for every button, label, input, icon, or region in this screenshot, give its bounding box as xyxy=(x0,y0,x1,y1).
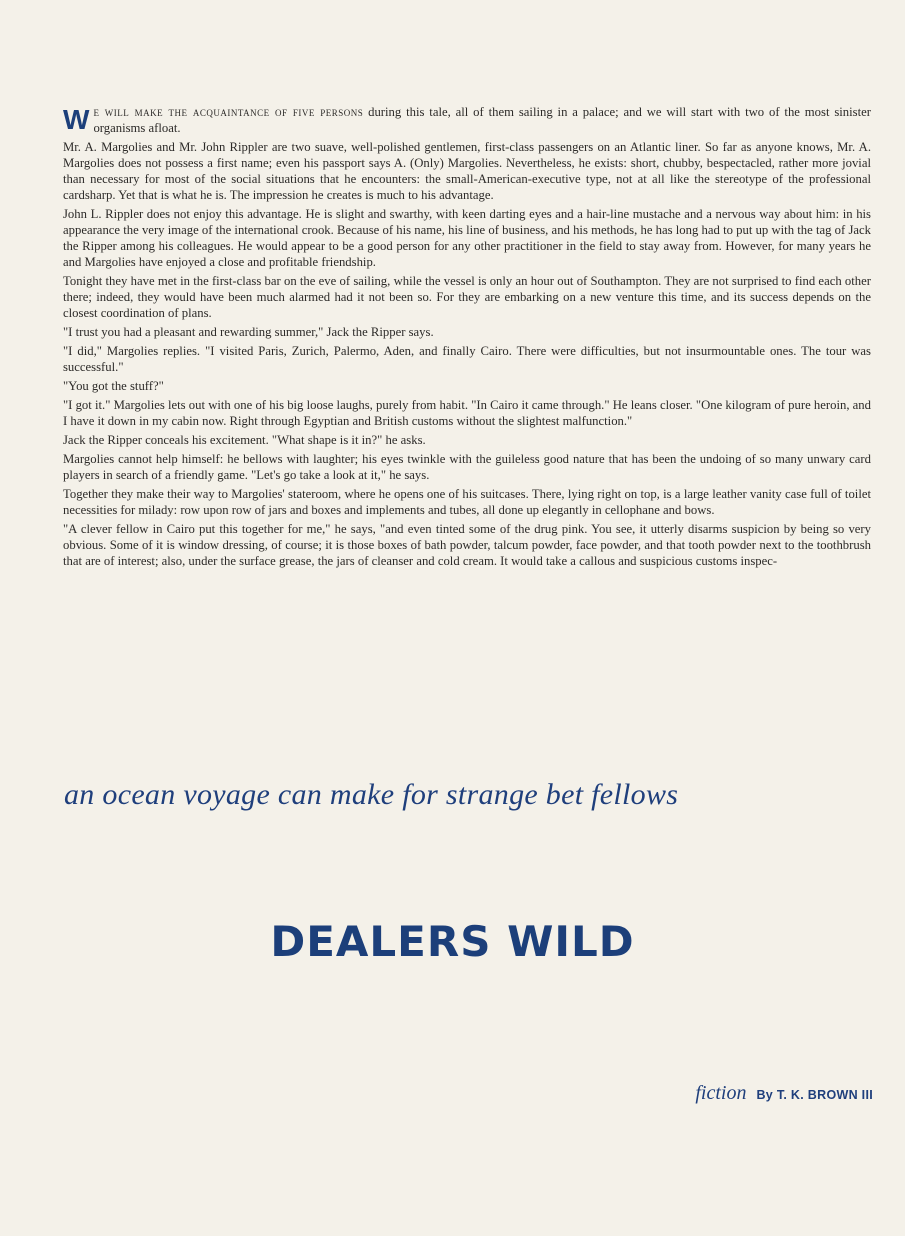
paragraph: "I did," Margolies replies. "I visited Paris, Zurich, Palermo, Aden, and finally Cairo. There were difficulties, but not insurmountable ones. The tour was successful." xyxy=(63,344,871,374)
paragraph: Mr. A. Margolies and Mr. John Rippler are two suave, well-polished gentlemen, first-class passengers on an Atlantic liner. So far as anyone knows, Mr. A. Margolies does not possess a first name; even his passport says A. (Only) Margolies. Nevertheless, he exists: short, chubby, bespectacled, rather more jovial than necessary for most of the social situations that he encounters: the small-American-executive type, not at all like the stereotype of the professional cardsharp. Yet that is what he is. The impression he creates is much to his advantage. xyxy=(63,140,871,202)
byline xyxy=(695,1082,873,1105)
paragraph: "A clever fellow in Cairo put this together for me," he says, "and even tinted some of the drug pink. You see, it utterly disarms suspicion by being so very obvious. Some of it is window dressing, of course; it is those boxes of bath powder, talcum powder, face powder, and that tooth powder next to the toothbrush that are of interest; also, under the surface grease, the jars of cleanser and cold cream. It would take a callous and suspicious customs inspec- xyxy=(63,522,871,568)
author-credit: By T. K. BROWN III xyxy=(756,1088,873,1102)
paragraph: Together they make their way to Margolies' stateroom, where he opens one of his suitcases. There, lying right on top, is a large leather vanity case full of toilet necessities for milady: row upon row of jars and boxes and implements and tubes, all done up elegantly in cellophane and bows. xyxy=(63,487,871,517)
paragraph: "I trust you had a pleasant and rewarding summer," Jack the Ripper says. xyxy=(63,325,434,339)
paragraph: Jack the Ripper conceals his excitement. "What shape is it in?" he asks. xyxy=(63,433,426,447)
section-label: fiction xyxy=(695,1082,747,1104)
paragraph: Margolies cannot help himself: he bellows with laughter; his eyes twinkle with the guileless good nature that has been the undoing of so many unwary card players in search of a friendly game. "Let's go take a look at it," he says. xyxy=(63,452,871,482)
tagline: an ocean voyage can make for strange bet fellows xyxy=(64,778,679,811)
paragraph: Tonight they have met in the first-class bar on the eve of sailing, while the vessel is only an hour out of Southampton. They are not surprised to find each other there; indeed, they would have been much alarmed had it not been so. For they are embarking on a new venture this time, and its success depends on the closest coordination of plans. xyxy=(63,274,871,320)
paragraph: John L. Rippler does not enjoy this advantage. He is slight and swarthy, with keen darting eyes and a hair-line mustache and a nervous way about him: in his appearance the very image of the international crook. Because of his name, his line of business, and his methods, he has long had to put up with the tag of Jack the Ripper among his colleagues. He would appear to be a good person for any other practitioner in the field to stay away from. However, for many years he and Margolies have enjoyed a close and profitable friendship. xyxy=(63,207,871,269)
lead-rest: during this tale, all of them sailing in a palace; and we will start with two of the most sinister organisms afloat. xyxy=(93,105,871,135)
headline: DEALERS WILD xyxy=(270,917,635,966)
paragraph: "I got it." Margolies lets out with one of his big loose laughs, purely from habit. "In Cairo it came through." He leans closer. "One kilogram of pure heroin, and I have it down in my cabin now. Right through Egyptian and British customs without the slightest malfunction." xyxy=(63,398,871,428)
paragraph: "You got the stuff?" xyxy=(63,379,164,393)
drop-cap: W xyxy=(63,104,90,135)
lead-smallcaps: e will make the acquaintance of five persons xyxy=(93,105,364,119)
story-body xyxy=(63,104,871,572)
lead-paragraph xyxy=(63,104,871,136)
